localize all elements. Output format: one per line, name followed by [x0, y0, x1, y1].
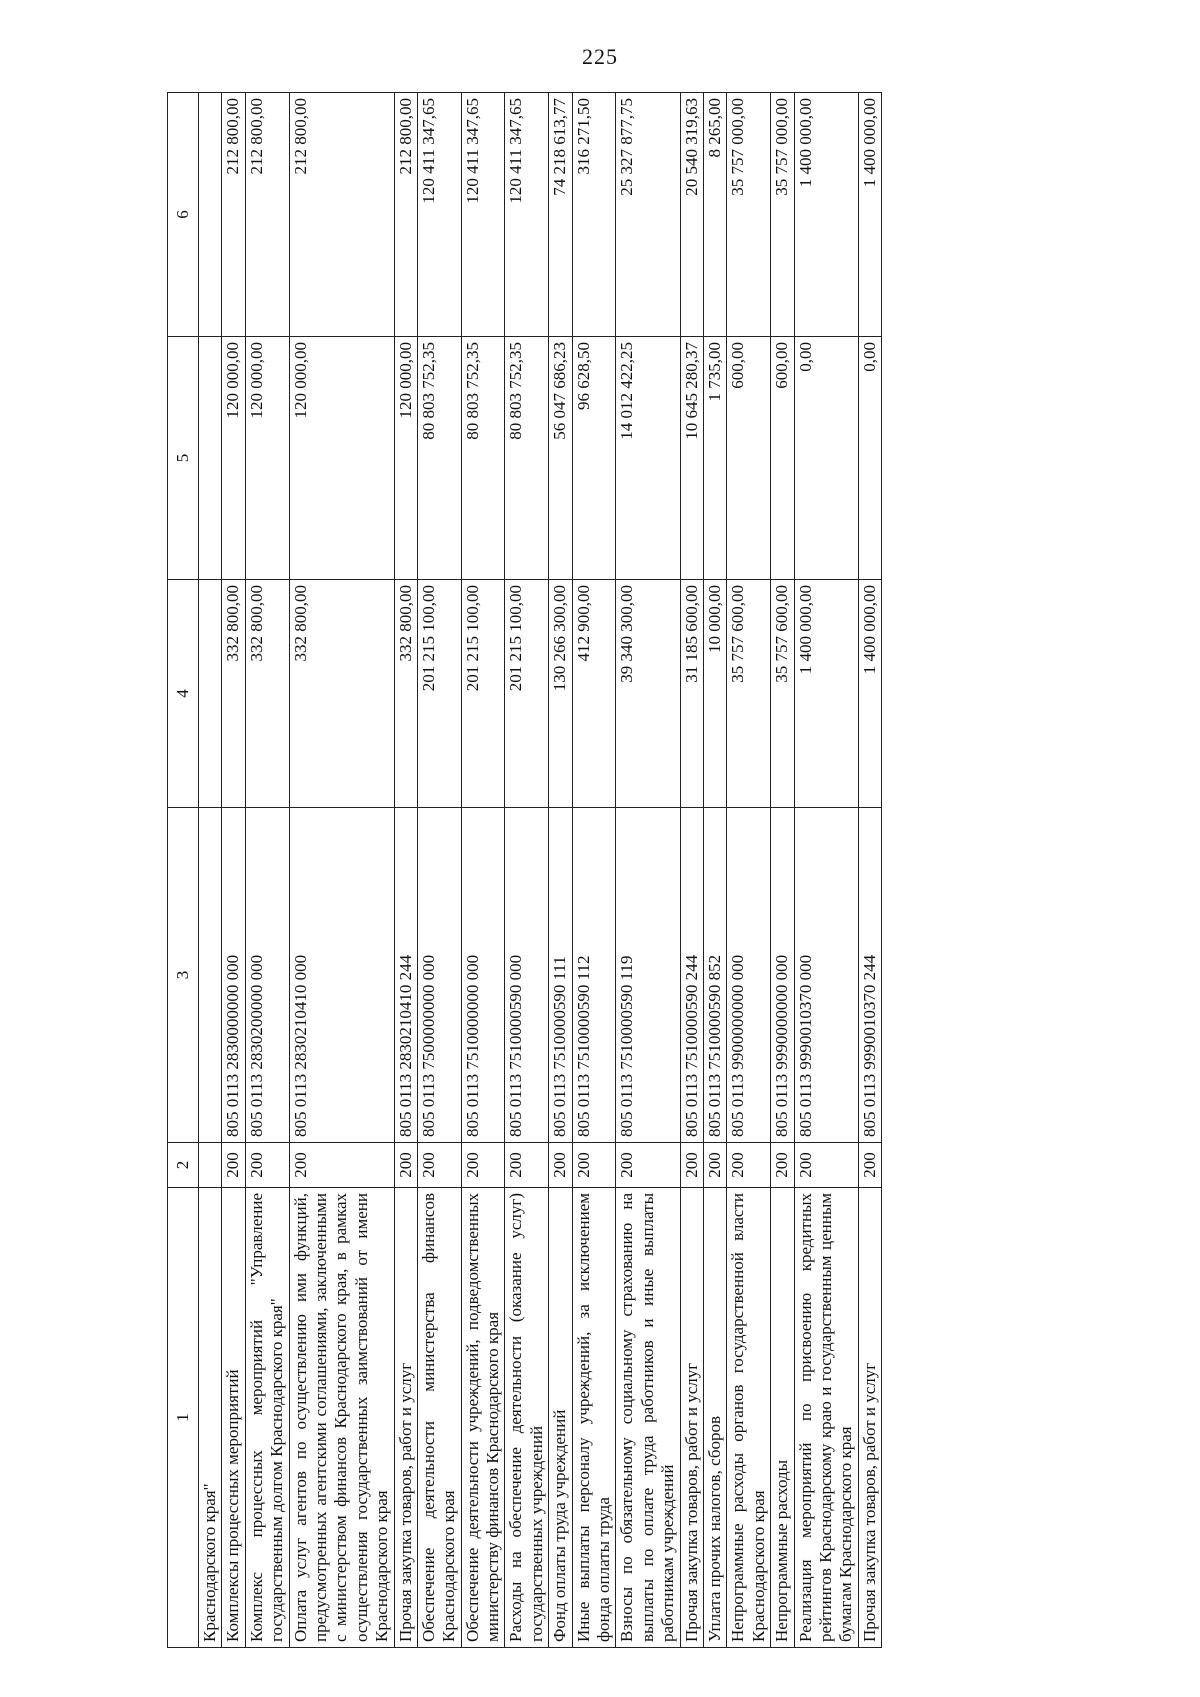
- row-value-col5: 56 047 686,23: [549, 337, 572, 580]
- row-value-col6: 35 757 000,00: [727, 93, 771, 337]
- row-classification-cell: 805 0113 7510000590 000: [505, 808, 549, 1143]
- table-row: [572, 93, 616, 1648]
- row-classification-cell: [199, 808, 222, 1143]
- row-value-col5: 120 000,00: [245, 337, 289, 580]
- row-code-cell: 200: [858, 1143, 881, 1188]
- row-classification-cell: 805 0113 2830210410 000: [289, 808, 394, 1143]
- table-row: [858, 93, 881, 1648]
- row-code-cell: [199, 1143, 222, 1188]
- row-code-cell: 200: [289, 1143, 394, 1188]
- table-row: [505, 93, 549, 1648]
- row-name-cell: Обеспечение деятельности учреждений, подведомственных министерству финансов Краснодарского края: [461, 1188, 505, 1648]
- row-code-cell: 200: [680, 1143, 703, 1188]
- row-value-col5: 120 000,00: [222, 337, 245, 580]
- row-code-cell: 200: [794, 1143, 858, 1188]
- row-value-col6: 120 411 347,65: [505, 93, 549, 337]
- row-name-cell: Комплексы процессных мероприятий: [222, 1188, 245, 1648]
- row-value-col5: 80 803 752,35: [417, 337, 461, 580]
- table-row: [289, 93, 394, 1648]
- row-value-col5: 120 000,00: [289, 337, 394, 580]
- row-value-col6: [199, 93, 222, 337]
- row-name-cell: Обеспечение деятельности министерства финансов Краснодарского края: [417, 1188, 461, 1648]
- row-value-col5: 14 012 422,25: [616, 337, 680, 580]
- row-name-cell: Краснодарского края": [199, 1188, 222, 1648]
- row-value-col4: 10 000,00: [703, 580, 726, 808]
- row-classification-cell: 805 0113 7510000590 119: [616, 808, 680, 1143]
- row-value-col6: 120 411 347,65: [461, 93, 505, 337]
- table-row: [245, 93, 289, 1648]
- column-header: 6: [168, 93, 199, 337]
- row-code-cell: 200: [549, 1143, 572, 1188]
- row-value-col5: 120 000,00: [394, 337, 417, 580]
- row-value-col4: 201 215 100,00: [417, 580, 461, 808]
- row-name-cell: Иные выплаты персоналу учреждений, за исключением фонда оплаты труда: [572, 1188, 616, 1648]
- row-name-cell: Уплата прочих налогов, сборов: [703, 1188, 726, 1648]
- row-code-cell: 200: [394, 1143, 417, 1188]
- row-value-col4: 1 400 000,00: [794, 580, 858, 808]
- table-row: [199, 93, 222, 1648]
- row-value-col6: 1 400 000,00: [794, 93, 858, 337]
- rotated-table-container: [167, 93, 1190, 1648]
- row-classification-cell: 805 0113 7510000590 112: [572, 808, 616, 1143]
- table-row: [549, 93, 572, 1648]
- row-value-col4: 332 800,00: [245, 580, 289, 808]
- row-code-cell: 200: [505, 1143, 549, 1188]
- row-classification-cell: 805 0113 7510000000 000: [461, 808, 505, 1143]
- row-code-cell: 200: [461, 1143, 505, 1188]
- row-value-col4: 201 215 100,00: [505, 580, 549, 808]
- page-number: 225: [582, 44, 618, 69]
- row-value-col6: 8 265,00: [703, 93, 726, 337]
- table-row: [727, 93, 771, 1648]
- row-value-col4: 332 800,00: [394, 580, 417, 808]
- row-value-col5: 96 628,50: [572, 337, 616, 580]
- row-value-col6: 25 327 877,75: [616, 93, 680, 337]
- row-classification-cell: 805 0113 7510000590 244: [680, 808, 703, 1143]
- row-value-col6: 212 800,00: [245, 93, 289, 337]
- row-value-col5: 600,00: [727, 337, 771, 580]
- table-row: [794, 93, 858, 1648]
- row-value-col6: 212 800,00: [222, 93, 245, 337]
- row-name-cell: Взносы по обязательному социальному страхованию на выплаты по оплате труда работников и иные выплаты работникам учреждений: [616, 1188, 680, 1648]
- row-name-cell: Прочая закупка товаров, работ и услуг: [394, 1188, 417, 1648]
- row-classification-cell: 805 0113 9990010370 244: [858, 808, 881, 1143]
- row-value-col4: 412 900,00: [572, 580, 616, 808]
- row-value-col4: 332 800,00: [289, 580, 394, 808]
- row-classification-cell: 805 0113 2830210410 244: [394, 808, 417, 1143]
- row-classification-cell: 805 0113 2830200000 000: [245, 808, 289, 1143]
- table-header-row: [168, 93, 199, 1648]
- row-code-cell: 200: [222, 1143, 245, 1188]
- row-value-col4: 1 400 000,00: [858, 580, 881, 808]
- row-code-cell: 200: [245, 1143, 289, 1188]
- row-name-cell: Комплекс процессных мероприятий "Управление государственным долгом Краснодарского края": [245, 1188, 289, 1648]
- row-code-cell: 200: [771, 1143, 794, 1188]
- row-classification-cell: 805 0113 9900000000 000: [727, 808, 771, 1143]
- row-value-col5: 80 803 752,35: [461, 337, 505, 580]
- row-value-col6: 20 540 319,63: [680, 93, 703, 337]
- row-value-col4: 332 800,00: [222, 580, 245, 808]
- column-header: 1: [168, 1188, 199, 1648]
- table-row: [461, 93, 505, 1648]
- row-value-col5: 0,00: [794, 337, 858, 580]
- row-value-col6: 316 271,50: [572, 93, 616, 337]
- row-classification-cell: 805 0113 7500000000 000: [417, 808, 461, 1143]
- row-name-cell: Прочая закупка товаров, работ и услуг: [858, 1188, 881, 1648]
- row-classification-cell: 805 0113 7510000590 852: [703, 808, 726, 1143]
- row-value-col4: 201 215 100,00: [461, 580, 505, 808]
- column-header: 5: [168, 337, 199, 580]
- row-value-col5: 0,00: [858, 337, 881, 580]
- row-value-col4: 130 266 300,00: [549, 580, 572, 808]
- budget-table: [167, 92, 882, 1648]
- row-value-col4: 31 185 600,00: [680, 580, 703, 808]
- table-row: [680, 93, 703, 1648]
- row-value-col4: 39 340 300,00: [616, 580, 680, 808]
- row-value-col5: 10 645 280,37: [680, 337, 703, 580]
- row-value-col6: 74 218 613,77: [549, 93, 572, 337]
- row-name-cell: Расходы на обеспечение деятельности (оказание услуг) государственных учреждений: [505, 1188, 549, 1648]
- row-code-cell: 200: [417, 1143, 461, 1188]
- row-code-cell: 200: [572, 1143, 616, 1188]
- table-row: [703, 93, 726, 1648]
- row-classification-cell: 805 0113 2830000000 000: [222, 808, 245, 1143]
- row-value-col6: 120 411 347,65: [417, 93, 461, 337]
- row-code-cell: 200: [616, 1143, 680, 1188]
- row-name-cell: Фонд оплаты труда учреждений: [549, 1188, 572, 1648]
- column-header: 3: [168, 808, 199, 1143]
- row-classification-cell: 805 0113 9990010370 000: [794, 808, 858, 1143]
- row-classification-cell: 805 0113 9990000000 000: [771, 808, 794, 1143]
- table-row: [417, 93, 461, 1648]
- row-value-col5: 600,00: [771, 337, 794, 580]
- row-name-cell: Непрограммные расходы органов государственной власти Краснодарского края: [727, 1188, 771, 1648]
- row-value-col5: 80 803 752,35: [505, 337, 549, 580]
- row-value-col4: 35 757 600,00: [771, 580, 794, 808]
- row-name-cell: Непрограммные расходы: [771, 1188, 794, 1648]
- row-value-col5: 1 735,00: [703, 337, 726, 580]
- row-value-col6: 212 800,00: [289, 93, 394, 337]
- row-name-cell: Оплата услуг агентов по осуществлению ими функций, предусмотренных агентскими соглашениями, заключенными с министерством финансов Краснодарского края, в рамках осуществления государственных заимствований от имени Краснодарского края: [289, 1188, 394, 1648]
- table-row: [771, 93, 794, 1648]
- column-header: 2: [168, 1143, 199, 1188]
- row-value-col6: 1 400 000,00: [858, 93, 881, 337]
- row-value-col5: [199, 337, 222, 580]
- table-row: [616, 93, 680, 1648]
- row-name-cell: Прочая закупка товаров, работ и услуг: [680, 1188, 703, 1648]
- row-name-cell: Реализация мероприятий по присвоению кредитных рейтингов Краснодарскому краю и государственным ценным бумагам Краснодарского края: [794, 1188, 858, 1648]
- row-value-col4: [199, 580, 222, 808]
- table-row: [222, 93, 245, 1648]
- row-value-col4: 35 757 600,00: [727, 580, 771, 808]
- row-code-cell: 200: [727, 1143, 771, 1188]
- column-header: 4: [168, 580, 199, 808]
- row-code-cell: 200: [703, 1143, 726, 1188]
- table-row: [394, 93, 417, 1648]
- row-value-col6: 35 757 000,00: [771, 93, 794, 337]
- row-classification-cell: 805 0113 7510000590 111: [549, 808, 572, 1143]
- row-value-col6: 212 800,00: [394, 93, 417, 337]
